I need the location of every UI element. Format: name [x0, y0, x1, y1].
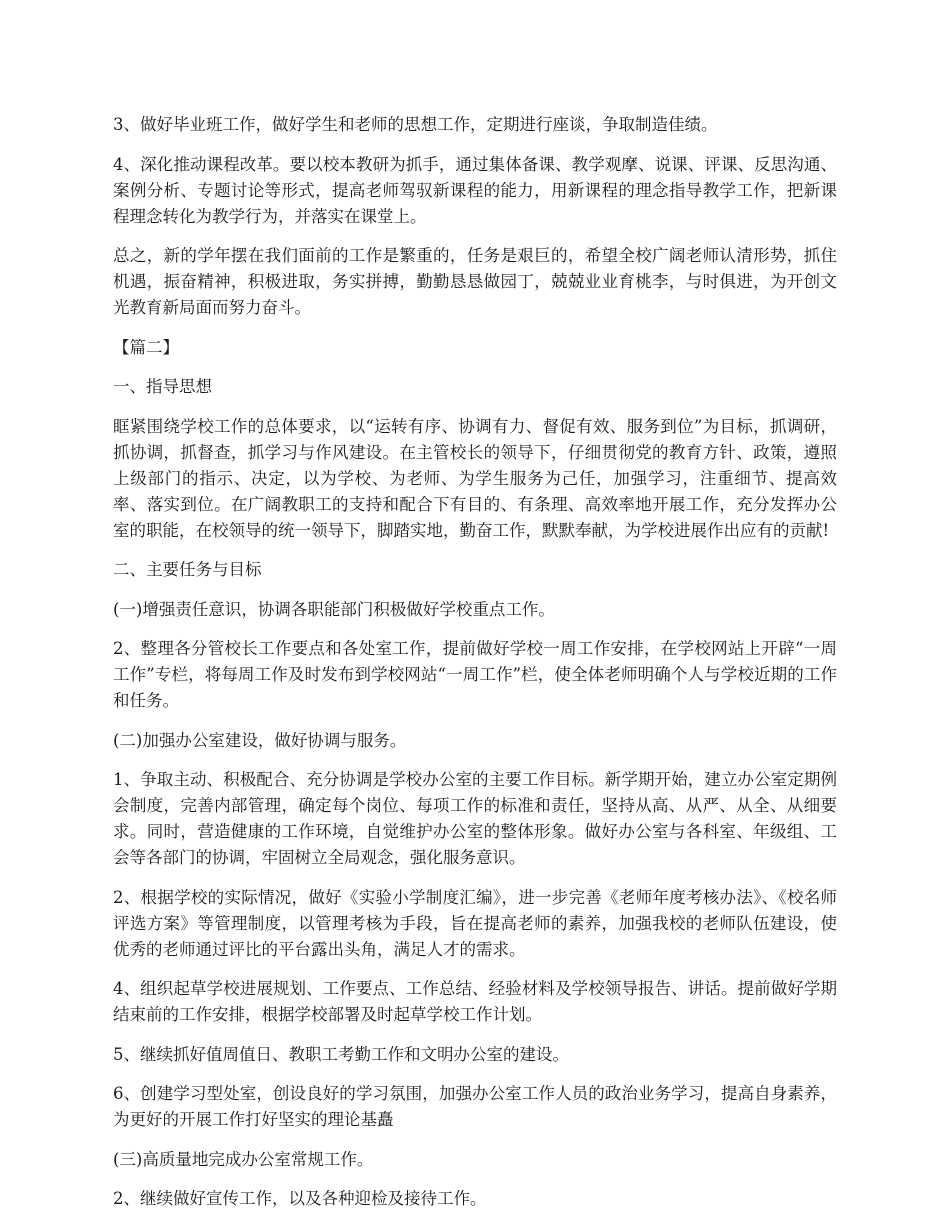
heading-main-tasks: 二、主要任务与目标 [113, 560, 262, 579]
section-heading-part-two: 【篇二】 [113, 337, 179, 357]
document-page [113, 112, 837, 1226]
paragraph-curriculum-reform: 4、深化推动课程改革。要以校本教研为抓手，通过集体备课、教学观摩、说课、评课、反思沟通、案例分析、专题讨论等形式，提高老师驾驭新课程的能力，用新课程的理念指导教学工作，把新课程理念转化为教学行为，并落实在课堂上。 [113, 154, 837, 226]
paragraph-drafting-plans: 4、组织起草学校进展规划、工作要点、工作总结、经验材料及学校领导报告、讲话。提前做好学期结束前的工作安排，根据学校部署及时起草学校工作计划。 [113, 979, 837, 1024]
paragraph-conclusion: 总之，新的学年摆在我们面前的工作是繁重的，任务是艰巨的，希望全校广阔老师认清形势，抓住机遇，振奋精神，积极进取，务实拼搏，勤勤恳恳做园丁，兢兢业业育桃李，与时俱进，为开创文光教育新局面而努力奋斗。 [113, 246, 837, 317]
subheading-responsibility: (一)增强责任意识，协调各职能部门积极做好学校重点工作。 [113, 599, 555, 619]
paragraph-publicity-reception: 2、继续做好宣传工作，以及各种迎检及接待工作。 [113, 1189, 487, 1208]
paragraph-weekly-schedule: 2、整理各分管校长工作要点和各处室工作，提前做好学校一周工作安排，在学校网站上开辟“一周工作”专栏，将每周工作及时发布到学校网站“一周工作”栏，使全体老师明确个人与学校近期的工作和任务。 [113, 639, 837, 710]
paragraph-office-coordination: 1、争取主动、积极配合、充分协调是学校办公室的主要工作目标。新学期开始，建立办公室定期例会制度，完善内部管理，确定每个岗位、每项工作的标准和责任，坚持从高、从严、从全、从细要求。同时，营造健康的工作环境，自觉维护办公室的整体形象。做好办公室与各科室、年级组、工会等各部门的协调，牢固树立全局观念，强化服务意识。 [113, 770, 837, 867]
paragraph-guiding-ideology: 眶紧围绕学校工作的总体要求，以“运转有序、协调有力、督促有效、服务到位”为目标，抓调研，抓协调，抓督查，抓学习与作风建设。在主管校长的领导下，仔细贯彻党的教育方针、政策，遵照上级部门的指示、决定，以为学校、为老师、为学生服务为己任，加强学习，注重细节、提高效率、落实到位。在广阔教职工的支持和配合下有目的、有条理、高效率地开展工作，充分发挥办公室的职能，在校领导的统一领导下，脚踏实地，勤奋工作，默默奉献，为学校进展作出应有的贡献! [113, 416, 837, 540]
paragraph-duty-attendance: 5、继续抓好值周值日、教职工考勤工作和文明办公室的建设。 [113, 1044, 569, 1064]
subheading-office-building: (二)加强办公室建设，做好协调与服务。 [113, 730, 407, 750]
subheading-routine-work: (三)高质量地完成办公室常规工作。 [113, 1149, 374, 1169]
paragraph-learning-office: 6、创建学习型处室，创设良好的学习氛围，加强办公室工作人员的政治业务学习，提高自身素养，为更好的开展工作打好坚实的理论基矗 [113, 1084, 837, 1129]
heading-guiding-ideology: 一、指导思想 [113, 377, 212, 396]
paragraph-management-system: 2、根据学校的实际情况，做好《实验小学制度汇编》，进一步完善《老师年度考核办法》、《校名师评选方案》等管理制度，以管理考核为手段，旨在提高老师的素养，加强我校的老师队伍建设，使优秀的老师通过评比的平台露出头角，满足人才的需求。 [113, 887, 837, 959]
paragraph-graduating-class: 3、做好毕业班工作，做好学生和老师的思想工作，定期进行座谈，争取制造佳绩。 [113, 115, 718, 134]
